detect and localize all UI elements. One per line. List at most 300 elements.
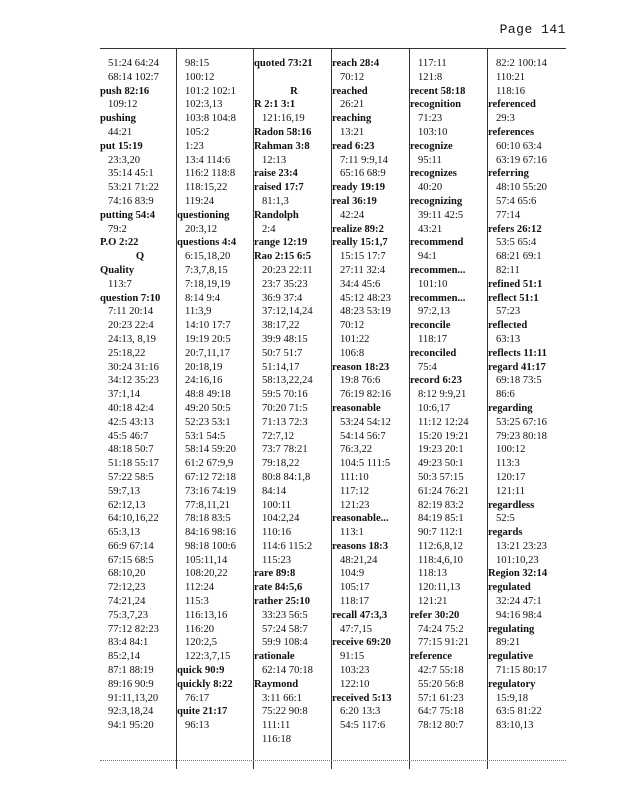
index-reference: 79:23 80:18 [496, 430, 547, 442]
index-term: put 15:19 [100, 140, 143, 152]
index-reference: 76:17 [185, 692, 210, 704]
index-term: rationale [254, 651, 295, 663]
index-reference: 122:10 [340, 678, 370, 690]
index-reference: 96:13 [185, 720, 210, 732]
index-reference: 71:23 [418, 113, 443, 125]
index-reference: 89:16 90:9 [108, 678, 154, 690]
index-reference: 81:1,3 [262, 195, 289, 207]
index-reference: 51:24 64:24 [108, 58, 159, 69]
index-term: Quality [100, 264, 135, 276]
index-reference: 61:24 76:21 [418, 485, 469, 497]
index-term: Region 32:14 [488, 568, 548, 580]
page-number: Page 141 [499, 22, 566, 37]
index-reference: 36:9 37:4 [262, 292, 303, 304]
index-reference: 116:18 [262, 734, 292, 746]
index-term: really 15:1,7 [332, 237, 388, 249]
column-divider [331, 49, 332, 769]
index-reference: 42:7 55:18 [418, 665, 464, 677]
index-reference: 25:18,22 [108, 347, 146, 359]
index-reference: 64:7 75:18 [418, 706, 464, 718]
index-reference: 120:2,5 [185, 637, 218, 649]
index-reference: 48:18 50:7 [108, 444, 154, 456]
index-reference: 35:14 45:1 [108, 168, 154, 180]
index-reference: 92:3,18,24 [108, 706, 154, 718]
index-reference: 2:4 [262, 223, 276, 235]
index-term: push 82:16 [100, 85, 150, 97]
index-reference: 118:17 [418, 333, 448, 345]
index-reference: 91:15 [340, 651, 365, 663]
index-term: record 6:23 [410, 375, 462, 387]
index-reference: 8:14 9:4 [185, 292, 221, 304]
index-reference: 13:21 23:23 [496, 540, 547, 552]
index-reference: 78:18 83:5 [185, 513, 231, 525]
index-reference: 77:15 91:21 [418, 637, 469, 649]
index-column-1 [100, 57, 177, 761]
index-reference: 105:2 [185, 126, 210, 138]
index-reference: 69:18 73:5 [496, 375, 542, 387]
index-reference: 85:2,14 [108, 651, 141, 663]
section-letter: R [290, 85, 299, 97]
index-reference: 111:11 [262, 720, 291, 732]
index-reference: 102:3,13 [185, 99, 223, 111]
index-term: regulative [488, 651, 534, 663]
index-term: real 36:19 [332, 195, 377, 207]
index-term: quoted 73:21 [254, 58, 313, 69]
index-reference: 30:24 31:16 [108, 361, 159, 373]
index-term: Raymond [254, 678, 299, 690]
index-reference: 53:24 54:12 [340, 416, 391, 428]
index-term: reasonable... [332, 513, 389, 525]
index-reference: 112:6,8,12 [418, 540, 463, 552]
index-reference: 7:18,19,19 [185, 278, 231, 290]
index-reference: 63:13 [496, 333, 521, 345]
index-reference: 68:21 69:1 [496, 251, 542, 263]
index-term: regarding [488, 402, 533, 414]
index-reference: 23:3,20 [108, 154, 141, 166]
index-reference: 24:16,16 [185, 375, 223, 387]
index-term: quickly 8:22 [177, 678, 233, 690]
index-term: reflected [488, 320, 528, 332]
index-reference: 116:13,16 [185, 609, 228, 621]
index-reference: 98:18 100:6 [185, 540, 236, 552]
index-term: raised 17:7 [254, 182, 304, 194]
index-reference: 37:12,14,24 [262, 306, 313, 318]
index-reference: 68:14 102:7 [108, 71, 159, 83]
index-reference: 101:22 [340, 333, 370, 345]
index-reference: 42:5 43:13 [108, 416, 154, 428]
index-reference: 61:2 67:9,9 [185, 458, 234, 470]
index-reference: 57:23 [496, 306, 521, 318]
index-reference: 64:10,16,22 [108, 513, 159, 525]
index-term: rate 84:5,6 [254, 582, 303, 594]
index-term: quite 21:17 [177, 706, 228, 718]
index-reference: 48:8 49:18 [185, 389, 231, 401]
index-reference: 50:3 57:15 [418, 471, 464, 483]
index-reference: 86:6 [496, 389, 515, 401]
index-reference: 59:7,13 [108, 485, 141, 497]
index-reference: 116:20 [185, 623, 215, 635]
index-reference: 39:11 42:5 [418, 209, 464, 221]
index-reference: 67:15 68:5 [108, 554, 154, 566]
index-reference: 59:5 70:16 [262, 389, 308, 401]
index-reference: 19:23 20:1 [418, 444, 464, 456]
index-reference: 70:12 [340, 71, 365, 83]
index-term: regard 41:17 [488, 361, 546, 373]
index-column-4 [332, 57, 409, 761]
index-term: reason 18:23 [332, 361, 390, 373]
index-reference: 37:1,14 [108, 389, 141, 401]
index-reference: 98:15 [185, 58, 210, 69]
index-reference: 94:1 95:20 [108, 720, 154, 732]
index-reference: 49:20 50:5 [185, 402, 231, 414]
index-reference [254, 71, 331, 85]
index-reference: 44:21 [108, 126, 133, 138]
index-reference: 55:20 56:8 [418, 678, 464, 690]
index-reference: 113:3 [496, 458, 520, 470]
index-reference: 15:20 19:21 [418, 430, 469, 442]
index-reference: 103:8 104:8 [185, 113, 236, 125]
index-reference: 76:19 82:16 [340, 389, 391, 401]
index-reference: 77:12 82:23 [108, 623, 159, 635]
index-reference: 120:17 [496, 471, 526, 483]
index-term: regulating [488, 623, 535, 635]
index-reference: 53:1 54:5 [185, 430, 226, 442]
index-reference: 7:11 20:14 [108, 306, 154, 318]
index-term: rare 89:8 [254, 568, 296, 580]
index-term: regards [488, 527, 523, 539]
index-term: reasons 18:3 [332, 540, 389, 552]
index-reference: 52:23 53:1 [185, 416, 231, 428]
index-reference: 78:12 80:7 [418, 720, 464, 732]
index-reference: 19:19 20:5 [185, 333, 231, 345]
index-reference: 115:23 [262, 554, 292, 566]
index-reference: 20:7,11,17 [185, 347, 230, 359]
index-reference: 53:21 71:22 [108, 182, 159, 194]
index-term: reached [332, 85, 368, 97]
index-reference: 48:23 53:19 [340, 306, 391, 318]
index-reference: 12:13 [262, 154, 287, 166]
index-reference: 114:6 115:2 [262, 540, 313, 552]
index-reference: 117:11 [418, 58, 447, 69]
index-reference: 14:10 17:7 [185, 320, 231, 332]
index-table [100, 48, 566, 761]
index-term: raise 23:4 [254, 168, 298, 180]
index-reference: 100:12 [496, 444, 526, 456]
index-term: read 6:23 [332, 140, 375, 152]
index-reference: 54:14 56:7 [340, 430, 386, 442]
index-reference: 60:10 63:4 [496, 140, 542, 152]
index-reference: 101:10,23 [496, 554, 539, 566]
index-reference: 26:21 [340, 99, 365, 111]
index-reference: 40:18 42:4 [108, 402, 154, 414]
index-reference: 110:21 [496, 71, 526, 83]
index-reference: 13:21 [340, 126, 365, 138]
index-reference: 106:8 [340, 347, 365, 359]
index-term: questions 4:4 [177, 237, 237, 249]
index-reference: 72:7,12 [262, 430, 295, 442]
index-reference: 83:4 84:1 [108, 637, 149, 649]
index-reference: 90:7 112:1 [418, 527, 464, 539]
column-divider [487, 49, 488, 769]
index-reference: 79:2 [108, 223, 127, 235]
index-reference: 52:5 [496, 513, 515, 525]
index-reference: 20:23 22:11 [262, 264, 313, 276]
index-reference: 105:11,14 [185, 554, 228, 566]
index-reference: 84:16 98:16 [185, 527, 236, 539]
index-term: rather 25:10 [254, 596, 310, 608]
index-reference: 113:1 [340, 527, 364, 539]
index-reference: 58:13,22,24 [262, 375, 313, 387]
index-reference: 77:8,11,21 [185, 499, 230, 511]
index-reference: 100:12 [185, 71, 215, 83]
index-reference: 77:14 [496, 209, 521, 221]
index-reference: 97:2,13 [418, 306, 451, 318]
index-reference: 40:20 [418, 182, 443, 194]
index-term: Randolph [254, 209, 299, 221]
index-reference: 74:24 75:2 [418, 623, 464, 635]
index-reference: 3:11 66:1 [262, 692, 302, 704]
index-reference: 74:16 83:9 [108, 195, 154, 207]
index-term: recognition [410, 99, 462, 111]
column-divider [409, 49, 410, 769]
index-reference: 103:10 [418, 126, 448, 138]
index-column-6 [488, 57, 565, 761]
index-term: referring [488, 168, 529, 180]
index-reference: 57:1 61:23 [418, 692, 464, 704]
index-term: ready 19:19 [332, 182, 386, 194]
index-term: recommen... [410, 292, 466, 304]
index-reference: 121:21 [418, 596, 448, 608]
index-column-2 [177, 57, 254, 761]
index-reference: 75:3,7,23 [108, 609, 149, 621]
index-reference: 95:11 [418, 154, 442, 166]
index-reference: 15:15 17:7 [340, 251, 386, 263]
index-reference: 105:17 [340, 582, 370, 594]
index-term: R 2:1 3:1 [254, 99, 296, 111]
index-term: recall 47:3,3 [332, 609, 388, 621]
index-reference: 29:3 [496, 113, 515, 125]
index-reference: 82:11 [496, 264, 520, 276]
index-reference: 103:23 [340, 665, 370, 677]
index-reference: 15:9,18 [496, 692, 529, 704]
index-reference: 74:21,24 [108, 596, 146, 608]
index-reference: 49:23 50:1 [418, 458, 464, 470]
index-term: Rao 2:15 6:5 [254, 251, 312, 263]
index-term: pushing [100, 113, 136, 125]
index-reference: 43:21 [418, 223, 443, 235]
section-letter: Q [135, 251, 146, 263]
index-reference: 117:12 [340, 485, 370, 497]
index-reference: 73:16 74:19 [185, 485, 236, 497]
index-reference: 82:2 100:14 [496, 58, 547, 69]
index-reference: 23:7 35:23 [262, 278, 308, 290]
index-reference: 110:16 [262, 527, 292, 539]
index-term: recent 58:18 [410, 85, 466, 97]
index-reference: 38:17,22 [262, 320, 300, 332]
index-reference: 119:24 [185, 195, 215, 207]
index-term: reference [410, 651, 452, 663]
index-term: regardless [488, 499, 535, 511]
index-term: recommen... [410, 264, 466, 276]
index-term: recognizing [410, 195, 463, 207]
index-term: questioning [177, 209, 230, 221]
index-reference: 70:12 [340, 320, 365, 332]
index-reference: 72:12,23 [108, 582, 146, 594]
index-term: reasonable [332, 402, 381, 414]
index-reference: 73:7 78:21 [262, 444, 308, 456]
index-term: putting 54:4 [100, 209, 156, 221]
index-reference: 89:21 [496, 637, 521, 649]
index-reference: 83:10,13 [496, 720, 534, 732]
index-term: range 12:19 [254, 237, 308, 249]
index-reference: 94:1 [418, 251, 437, 263]
index-reference: 68:10,20 [108, 568, 146, 580]
index-reference: 48:21,24 [340, 554, 378, 566]
index-term: realize 89:2 [332, 223, 384, 235]
index-term: reflects 11:11 [488, 347, 547, 359]
footer-rule [100, 760, 566, 761]
index-term: recognizes [410, 168, 457, 180]
index-reference: 1:23 [185, 140, 204, 152]
index-reference: 20:3,12 [185, 223, 218, 235]
column-divider [253, 49, 254, 769]
index-reference: 100:11 [262, 499, 292, 511]
index-term: refers 26:12 [488, 223, 542, 235]
index-reference: 11:12 12:24 [418, 416, 469, 428]
index-reference: 71:15 80:17 [496, 665, 547, 677]
index-reference: 50:7 51:7 [262, 347, 303, 359]
index-reference: 109:12 [108, 99, 138, 111]
index-column-5 [410, 57, 487, 761]
index-reference: 76:3,22 [340, 444, 373, 456]
index-term: regulatory [488, 678, 536, 690]
index-term: P.O 2:22 [100, 237, 139, 249]
index-reference: 111:10 [340, 471, 369, 483]
index-reference: 57:24 58:7 [262, 623, 308, 635]
index-reference: 79:18,22 [262, 458, 300, 470]
index-reference: 62:12,13 [108, 499, 146, 511]
index-term: Radon 58:16 [254, 126, 312, 138]
index-reference: 6:15,18,20 [185, 251, 231, 263]
index-reference: 7:11 9:9,14 [340, 154, 388, 166]
index-term: referenced [488, 99, 536, 111]
index-reference: 104:5 111:5 [340, 458, 391, 470]
index-reference: 113:7 [108, 278, 132, 290]
index-reference: 11:3,9 [185, 306, 212, 318]
index-reference: 118:17 [340, 596, 370, 608]
index-reference: 66:9 67:14 [108, 540, 154, 552]
index-reference: 121:16,19 [262, 113, 305, 125]
index-reference: 19:8 76:6 [340, 375, 381, 387]
index-reference: 65:3,13 [108, 527, 141, 539]
index-term: refined 51:1 [488, 278, 543, 290]
index-reference: 20:18,19 [185, 361, 223, 373]
index-column-3 [254, 57, 331, 761]
index-reference: 8:12 9:9,21 [418, 389, 467, 401]
index-term: quick 90:9 [177, 665, 225, 677]
index-reference: 75:4 [418, 361, 437, 373]
index-term: regulated [488, 582, 531, 594]
index-term: reconciled [410, 347, 457, 359]
index-reference: 120:11,13 [418, 582, 461, 594]
index-reference: 112:24 [185, 582, 215, 594]
index-reference: 104:2,24 [262, 513, 300, 525]
index-term: received 5:13 [332, 692, 392, 704]
index-term: Rahman 3:8 [254, 140, 310, 152]
index-reference: 51:14,17 [262, 361, 300, 373]
index-reference: 24:13, 8,19 [108, 333, 156, 345]
index-term: reflect 51:1 [488, 292, 539, 304]
index-reference: 62:14 70:18 [262, 665, 313, 677]
index-reference: 94:16 98:4 [496, 609, 542, 621]
index-reference: 20:23 22:4 [108, 320, 154, 332]
index-reference: 53:25 67:16 [496, 416, 547, 428]
index-reference: 57:22 58:5 [108, 471, 154, 483]
index-reference: 63:19 67:16 [496, 154, 547, 166]
index-reference: 122:3,7,15 [185, 651, 231, 663]
index-reference: 53:5 65:4 [496, 237, 537, 249]
index-reference: 118:15,22 [185, 182, 228, 194]
index-reference: 121:11 [496, 485, 526, 497]
index-term: reaching [332, 113, 372, 125]
index-reference: 104:9 [340, 568, 365, 580]
index-reference: 47:7,15 [340, 623, 373, 635]
column-divider [176, 49, 177, 769]
index-reference: 34:12 35:23 [108, 375, 159, 387]
index-reference: 80:8 84:1,8 [262, 471, 311, 483]
index-reference: 115:3 [185, 596, 209, 608]
index-reference: 118:16 [496, 85, 526, 97]
index-term: reach 28:4 [332, 58, 380, 69]
index-reference: 58:14 59:20 [185, 444, 236, 456]
index-reference: 65:16 68:9 [340, 168, 386, 180]
index-term: recognize [410, 140, 453, 152]
index-reference: 10:6,17 [418, 402, 451, 414]
index-reference: 108:20,22 [185, 568, 228, 580]
index-reference: 91:11,13,20 [108, 692, 159, 704]
index-reference: 84:19 85:1 [418, 513, 464, 525]
index-reference: 75:22 90:8 [262, 706, 308, 718]
index-reference: 67:12 72:18 [185, 471, 236, 483]
index-reference: 63:5 81:22 [496, 706, 542, 718]
index-term: references [488, 126, 535, 138]
index-reference: 45:12 48:23 [340, 292, 391, 304]
index-reference: 45:5 46:7 [108, 430, 149, 442]
index-term: recommend [410, 237, 464, 249]
index-reference: 71:13 72:3 [262, 416, 308, 428]
index-reference: 116:2 118:8 [185, 168, 236, 180]
index-term: receive 69:20 [332, 637, 391, 649]
index-reference: 42:24 [340, 209, 365, 221]
index-reference: 6:20 13:3 [340, 706, 381, 718]
index-reference: 87:1 88:19 [108, 665, 154, 677]
index-reference: 121:23 [340, 499, 370, 511]
index-term: reconcile [410, 320, 451, 332]
index-reference: 118:13 [418, 568, 448, 580]
index-term: refer 30:20 [410, 609, 460, 621]
index-reference: 121:8 [418, 71, 443, 83]
index-reference: 48:10 55:20 [496, 182, 547, 194]
index-reference: 51:18 55:17 [108, 458, 159, 470]
index-reference: 54:5 117:6 [340, 720, 386, 732]
index-reference: 101:10 [418, 278, 448, 290]
index-reference: 39:9 48:15 [262, 333, 308, 345]
index-reference: 27:11 32:4 [340, 264, 386, 276]
index-reference: 82:19 83:2 [418, 499, 464, 511]
index-reference: 57:4 65:6 [496, 195, 537, 207]
index-reference: 70:20 71:5 [262, 402, 308, 414]
index-reference: 33:23 56:5 [262, 609, 308, 621]
